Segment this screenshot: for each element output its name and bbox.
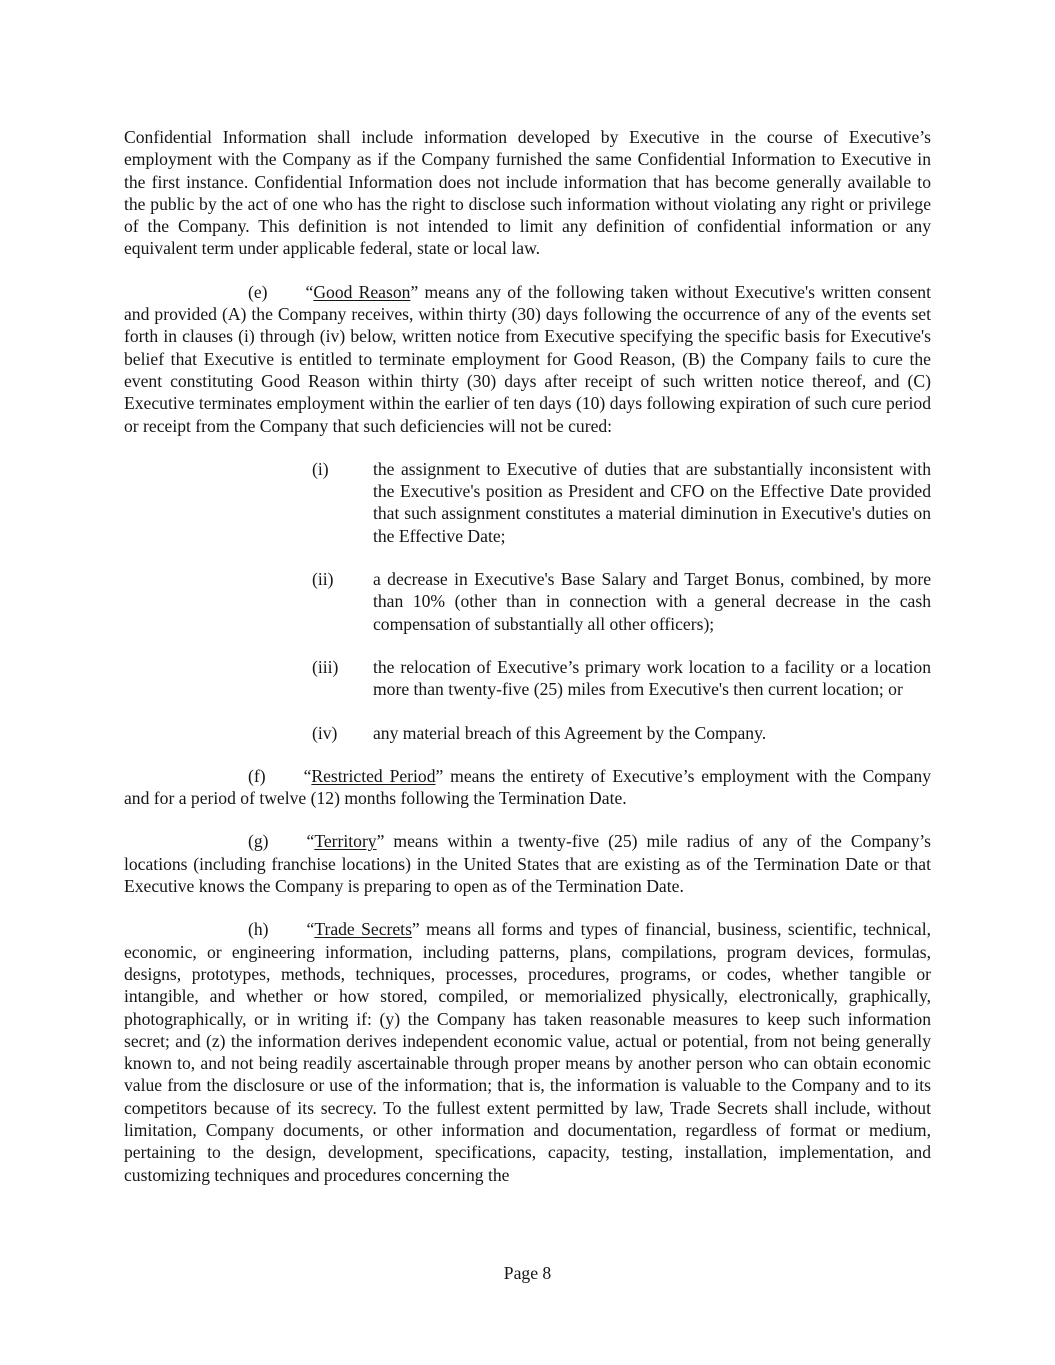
clause-text: ” means within a twenty-five (25) mile radius of any of the Company’s locations (including franchise locations) in the United States that are existing as of the Termination Date or that Executive knows the Company is preparing to open as of the Termination Date. <box>124 831 931 897</box>
open-quote: “ <box>306 919 315 940</box>
open-quote: “ <box>306 831 315 852</box>
subclause-label: (iii) <box>312 656 339 677</box>
clause-label: (e) <box>248 281 268 302</box>
open-quote: “ <box>303 765 312 786</box>
clause-label: (h) <box>248 919 269 940</box>
subclause-iv <box>124 722 931 744</box>
subclause-label: (iv) <box>312 722 338 743</box>
subclause-text: any material breach of this Agreement by the Company. <box>373 722 767 743</box>
subclause-ii <box>124 568 931 635</box>
subclause-label: (ii) <box>312 569 334 590</box>
open-quote: “ <box>305 281 314 302</box>
clause-trade-secrets <box>124 918 931 1186</box>
clause-good-reason <box>124 281 931 437</box>
document-content <box>124 126 931 1207</box>
clause-label: (g) <box>248 831 269 852</box>
page-number-footer: Page 8 <box>503 1263 552 1283</box>
subclause-iii <box>124 656 931 701</box>
paragraph-confidential-information: Confidential Information shall include information developed by Executive in the course of Executive’s employment with the Company as if the Company furnished the same Confidential Information to Executive in the first instance. Confidential Information does not include information that has become generally available to the public by the act of one who has the right to disclose such information without violating any right or privilege of the Company. This definition is not intended to limit any definition of confidential information or any equivalent term under applicable federal, state or local law. <box>124 127 931 259</box>
defined-term-good-reason: Good Reason <box>313 281 411 302</box>
clause-text: ” means all forms and types of financial, business, scientific, technical, economic, or engineering information, including patterns, plans, compilations, program devices, formulas, designs, prototypes, methods, techniques, processes, procedures, programs, or codes, whether tangible or intangible, and whether or how stored, compiled, or memorialized physically, electronically, graphically, photographically, or in writing if: (y) the Company has taken reasonable measures to keep such information secret; and (z) the information derives independent economic value, actual or potential, from not being generally known to, and not being readily ascertainable through proper means by another person who can obtain economic value from the disclosure or use of the information; that is, the information is valuable to the Company and to its competitors because of its secrecy. To the fullest extent permitted by law, Trade Secrets shall include, without limitation, Company documents, or other information and documentation, regardless of format or medium, pertaining to the design, development, specifications, capacity, testing, installation, implementation, and customizing techniques and procedures concerning the <box>124 919 932 1185</box>
clause-territory <box>124 830 931 897</box>
subclause-text: the relocation of Executive’s primary work location to a facility or a location more than twenty-five (25) miles from Executive's then current location; or <box>373 656 931 700</box>
subclause-i <box>124 458 931 547</box>
subclause-label: (i) <box>312 458 329 479</box>
good-reason-subclauses <box>124 458 931 744</box>
defined-term-territory: Territory <box>314 831 377 852</box>
clause-label: (f) <box>248 765 266 786</box>
defined-term-trade-secrets: Trade Secrets <box>314 919 412 940</box>
defined-term-restricted-period: Restricted Period <box>311 765 436 786</box>
clause-restricted-period <box>124 765 931 810</box>
subclause-text: a decrease in Executive's Base Salary and Target Bonus, combined, by more than 10% (other than in connection with a general decrease in the cash compensation of substantially all other officers); <box>373 569 931 634</box>
subclause-text: the assignment to Executive of duties that are substantially inconsistent with the Executive's position as President and CFO on the Effective Date provided that such assignment constitutes a material diminution in Executive's duties on the Effective Date; <box>373 458 931 546</box>
clause-text: ” means the entirety of Executive’s employment with the Company and for a period of twelve (12) months following the Termination Date. <box>124 765 931 809</box>
clause-text: ” means any of the following taken without Executive's written consent and provided (A) the Company receives, within thirty (30) days following the occurrence of any of the events set forth in clauses (i) through (iv) below, written notice from Executive specifying the specific basis for Executive's belief that Executive is entitled to terminate employment for Good Reason, (B) the Company fails to cure the event constituting Good Reason within thirty (30) days after receipt of such written notice thereof, and (C) Executive terminates employment within the earlier of ten days (10) days following expiration of such cure period or receipt from the Company that such deficiencies will not be cured: <box>124 281 931 436</box>
